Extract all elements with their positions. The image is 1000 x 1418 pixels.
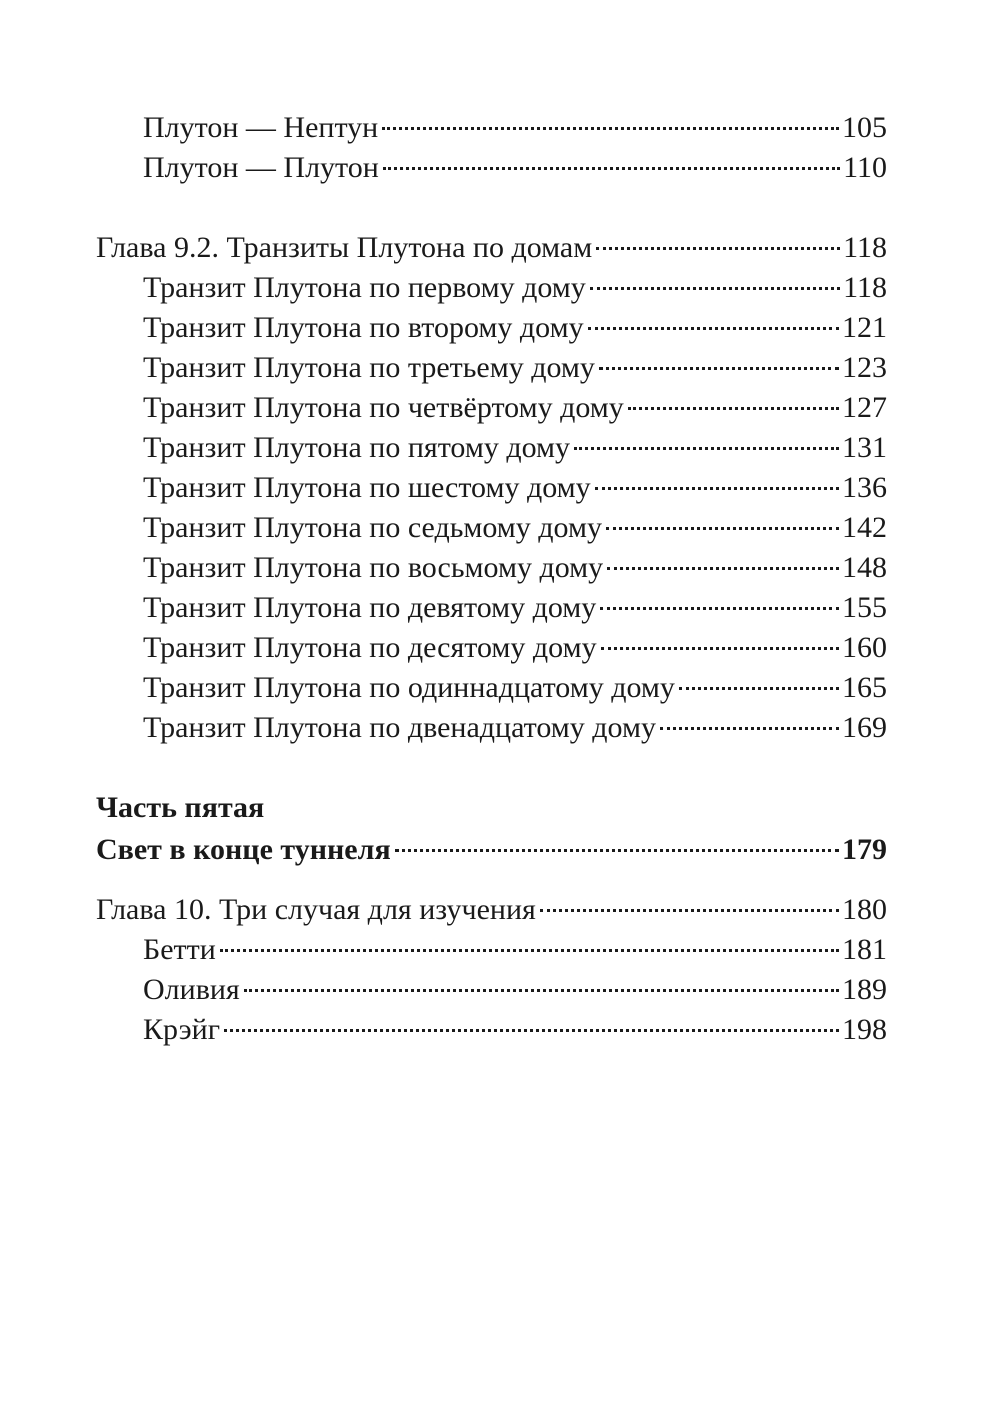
toc-entry-page: 131 — [842, 431, 887, 464]
toc-entry-house-1 — [143, 268, 887, 308]
toc-entry-house-4 — [143, 388, 887, 428]
dot-leader — [382, 127, 839, 130]
dot-leader — [383, 167, 840, 170]
toc-entry-house-9 — [143, 588, 887, 628]
toc-entry-pluto-pluto — [143, 148, 887, 188]
toc-entry-page: 148 — [842, 551, 887, 584]
toc-entry-betty — [143, 930, 887, 970]
toc-entry-title: Транзит Плутона по третьему дому — [143, 351, 595, 384]
dot-leader — [244, 989, 839, 992]
toc-entry-title: Транзит Плутона по двенадцатому дому — [143, 711, 656, 744]
toc-entry-page: 189 — [842, 973, 887, 1006]
toc-entry-title: Транзит Плутона по десятому дому — [143, 631, 597, 664]
dot-leader — [574, 447, 839, 450]
toc-chapter-page: 180 — [842, 893, 887, 926]
toc-entry-title: Транзит Плутона по второму дому — [143, 311, 584, 344]
toc-entry-house-2 — [143, 308, 887, 348]
dot-leader — [599, 367, 839, 370]
toc-entry-page: 160 — [842, 631, 887, 664]
toc-entry-page: 198 — [842, 1013, 887, 1046]
toc-chapter-10 — [96, 890, 887, 930]
toc-entry-house-6 — [143, 468, 887, 508]
toc-entry-title: Бетти — [143, 933, 216, 966]
dot-leader — [224, 1029, 839, 1032]
dot-leader — [607, 567, 839, 570]
toc-part-five — [96, 830, 887, 870]
toc-entry-page: 105 — [842, 111, 887, 144]
toc-part-title: Свет в конце туннеля — [96, 833, 391, 866]
dot-leader — [606, 527, 839, 530]
toc-entry-title: Транзит Плутона по девятому дому — [143, 591, 597, 624]
toc-entry-title: Транзит Плутона по седьмому дому — [143, 511, 602, 544]
toc-entry-title: Транзит Плутона по восьмому дому — [143, 551, 604, 584]
toc-entry-house-10 — [143, 628, 887, 668]
toc-entry-page: 142 — [842, 511, 887, 544]
toc-entry-title: Плутон — Плутон — [143, 151, 379, 184]
toc-chapter-page: 118 — [843, 231, 887, 264]
toc-part-page: 179 — [842, 833, 887, 866]
toc-entry-title: Транзит Плутона по одиннадцатому дому — [143, 671, 675, 704]
toc-entry-house-5 — [143, 428, 887, 468]
dot-leader — [679, 687, 839, 690]
toc-entry-craig — [143, 1010, 887, 1050]
toc-entry-house-11 — [143, 668, 887, 708]
toc-entry-title: Транзит Плутона по пятому дому — [143, 431, 571, 464]
toc-entry-house-7 — [143, 508, 887, 548]
dot-leader — [590, 287, 840, 290]
toc-entry-page: 165 — [842, 671, 887, 704]
dot-leader — [395, 849, 839, 852]
toc-chapter-title: Глава 10. Три случая для изучения — [96, 893, 536, 926]
toc-entry-page: 123 — [842, 351, 887, 384]
toc-entry-house-8 — [143, 548, 887, 588]
dot-leader — [600, 607, 839, 610]
dot-leader — [540, 909, 839, 912]
toc-entry-page: 121 — [842, 311, 887, 344]
toc-entry-house-3 — [143, 348, 887, 388]
toc-entry-page: 110 — [843, 151, 887, 184]
dot-leader — [601, 647, 839, 650]
dot-leader — [588, 327, 839, 330]
toc-chapter-9-2 — [96, 228, 887, 268]
toc-entry-page: 169 — [842, 711, 887, 744]
dot-leader — [628, 407, 839, 410]
toc-entry-page: 136 — [842, 471, 887, 504]
toc-entry-title: Крэйг — [143, 1013, 220, 1046]
toc-part-label: Часть пятая — [96, 791, 265, 824]
toc-entry-title: Транзит Плутона по четвёртому дому — [143, 391, 624, 424]
toc-entry-title: Оливия — [143, 973, 240, 1006]
toc-entry-page: 127 — [842, 391, 887, 424]
dot-leader — [660, 727, 839, 730]
toc-entry-page: 181 — [842, 933, 887, 966]
toc-entry-house-12 — [143, 708, 887, 748]
toc-entry-title: Плутон — Нептун — [143, 111, 379, 144]
dot-leader — [220, 949, 839, 952]
dot-leader — [595, 487, 839, 490]
toc-entry-page: 155 — [842, 591, 887, 624]
toc-entry-title: Транзит Плутона по шестому дому — [143, 471, 591, 504]
toc-entry-title: Транзит Плутона по первому дому — [143, 271, 586, 304]
toc-entry-page: 118 — [843, 271, 887, 304]
toc-entry-pluto-neptune — [143, 108, 887, 148]
toc-entry-olivia — [143, 970, 887, 1010]
toc-chapter-title: Глава 9.2. Транзиты Плутона по домам — [96, 231, 593, 264]
dot-leader — [596, 247, 840, 250]
